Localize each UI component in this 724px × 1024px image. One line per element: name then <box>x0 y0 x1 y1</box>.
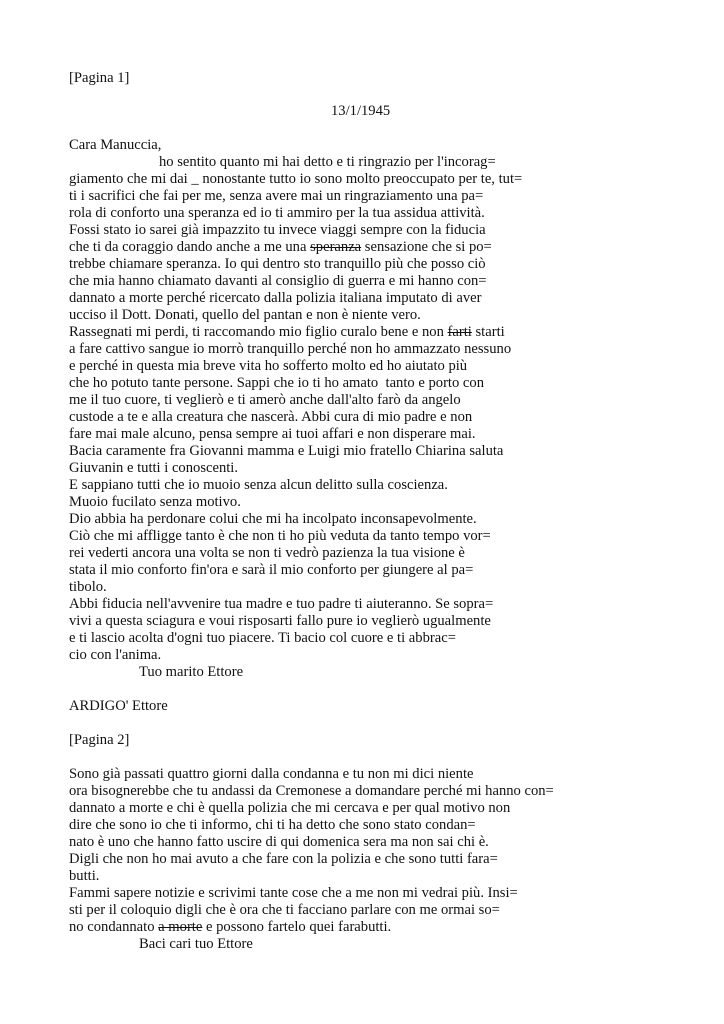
text-line: ora bisognerebbe che tu andassi da Cremonese a domandare perché mi hanno con= <box>69 783 554 799</box>
text-line: Abbi fiducia nell'avvenire tua madre e tuo padre ti aiuteranno. Se sopra= <box>69 596 494 612</box>
letter-date: 13/1/1945 <box>331 103 391 119</box>
signature-line <box>69 936 253 953</box>
text-line: dannato a morte perché ricercato dalla polizia italiana imputato di aver <box>69 290 482 306</box>
text-line: rei vederti ancora una volta se non ti vedrò pazienza la tua visione è <box>69 545 465 561</box>
signature: Tuo marito Ettore <box>139 664 244 680</box>
text-line: Fossi stato io sarei già impazzito tu invece viaggi sempre con la fiducia <box>69 222 486 238</box>
text-line: Muoio fucilato senza motivo. <box>69 494 241 510</box>
text-line: fare mai male alcuno, pensa sempre ai tuoi affari e non disperare mai. <box>69 426 476 442</box>
struck-word: farti <box>447 324 472 340</box>
text-line: Dio abbia ha perdonare colui che mi ha incolpato inconsapevolmente. <box>69 511 477 527</box>
text-line: Sono già passati quattro giorni dalla condanna e tu non mi dici niente <box>69 766 474 782</box>
text-line: E sappiano tutti che io muoio senza alcun delitto sulla coscienza. <box>69 477 448 493</box>
text-line: dannato a morte e chi è quella polizia che mi cercava e per qual motivo non <box>69 800 511 816</box>
text-line: Giuvanin e tutti i conoscenti. <box>69 460 239 476</box>
text-line: e ti lascio acolta d'ogni tuo piacere. Ti bacio col cuore e ti abbrac= <box>69 630 456 646</box>
text-fragment: che ti da coraggio dando anche a me una <box>69 239 311 255</box>
text-fragment: no condannato <box>69 919 159 935</box>
text-line: Bacia caramente fra Giovanni mamma e Luigi mio fratello Chiarina saluta <box>69 443 504 459</box>
signature: Baci cari tuo Ettore <box>139 936 253 952</box>
salutation: Cara Manuccia, <box>69 137 162 153</box>
text-line: rola di conforto una speranza ed io ti ammiro per la tua assidua attività. <box>69 205 485 221</box>
struck-word: a morte <box>158 919 203 935</box>
text-fragment: e possono fartelo quei farabutti. <box>202 919 392 935</box>
text-line <box>69 239 492 256</box>
text-line: ho sentito quanto mi hai detto e ti ringrazio per l'incorag= <box>159 154 496 170</box>
text-fragment: starti <box>471 324 505 340</box>
text-line: tibolo. <box>69 579 107 595</box>
text-line: stata il mio conforto fin'ora e sarà il mio conforto per giungere al pa= <box>69 562 474 578</box>
text-line: vivi a questa sciagura e voui risposarti fallo pure io veglierò ugualmente <box>69 613 491 629</box>
text-line <box>69 919 391 936</box>
text-line: Fammi sapere notizie e scrivimi tante cose che a me non mi vedrai più. Insi= <box>69 885 518 901</box>
text-fragment: sensazione che si po= <box>361 239 492 255</box>
page2-header: [Pagina 2] <box>69 732 130 748</box>
text-line: dire che sono io che ti informo, chi ti ha detto che sono stato condan= <box>69 817 476 833</box>
text-line: che ho potuto tante persone. Sappi che io ti ho amato tanto e porto con <box>69 375 485 391</box>
text-line: cio con l'anima. <box>69 647 162 663</box>
text-line: sti per il coloquio digli che è ora che ti facciano parlare con me ormai so= <box>69 902 500 918</box>
text-line: me il tuo cuore, ti veglierò e ti amerò anche dall'alto farò da angelo <box>69 392 461 408</box>
page1-header: [Pagina 1] <box>69 70 130 86</box>
signature-line <box>69 664 243 681</box>
text-line <box>69 324 505 341</box>
struck-word: speranza <box>310 239 362 255</box>
text-line: che mia hanno chiamato davanti al consiglio di guerra e mi hanno con= <box>69 273 487 289</box>
text-line: e perché in questa mia breve vita ho sofferto molto ed ho aiutato più <box>69 358 468 374</box>
text-line: nato è uno che hanno fatto uscire di qui domenica sera ma non sai chi è. <box>69 834 489 850</box>
text-line: a fare cattivo sangue io morrò tranquillo perché non ho ammazzato nessuno <box>69 341 512 357</box>
text-line: trebbe chiamare speranza. Io qui dentro sto tranquillo più che posso ciò <box>69 256 486 272</box>
text-line: ucciso il Dott. Donati, quello del pantan e non è niente vero. <box>69 307 421 323</box>
text-line: ti i sacrifici che fai per me, senza avere mai un ringraziamento una pa= <box>69 188 484 204</box>
text-line: butti. <box>69 868 100 884</box>
text-line: Ciò che mi affligge tanto è che non ti ho più veduta da tanto tempo vor= <box>69 528 491 544</box>
text-line <box>69 154 496 171</box>
text-line: Digli che non ho mai avuto a che fare con la polizia e che sono tutti fara= <box>69 851 498 867</box>
author-name: ARDIGO' Ettore <box>69 698 168 714</box>
text-line: giamento che mi dai _ nonostante tutto io sono molto preoccupato per te, tut= <box>69 171 523 187</box>
text-line: custode a te e alla creatura che nascerà. Abbi cura di mio padre e non <box>69 409 473 425</box>
text-fragment: Rassegnati mi perdi, ti raccomando mio figlio curalo bene e non <box>69 324 448 340</box>
